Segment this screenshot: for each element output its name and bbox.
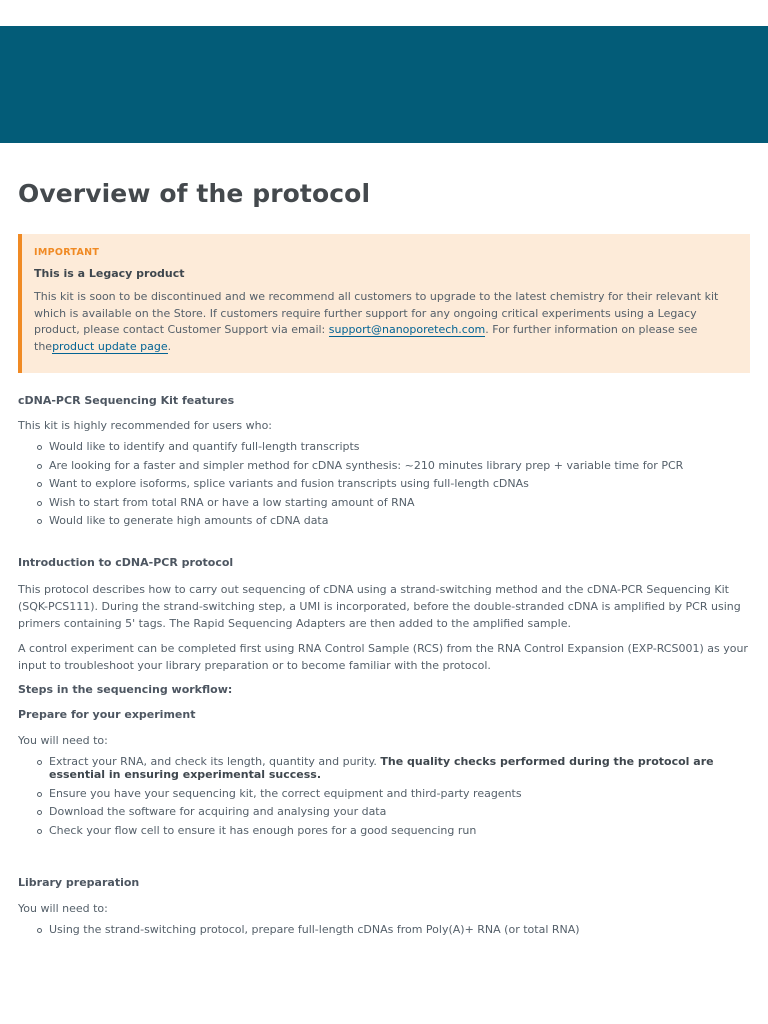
features-intro: This kit is highly recommended for users who: bbox=[18, 419, 273, 432]
list-item: Download the software for acquiring and analysing your data bbox=[18, 805, 750, 819]
prepare-title: Prepare for your experiment bbox=[18, 707, 196, 721]
prepare-item-1-text: Extract your RNA, and check its length, quantity and purity. bbox=[49, 754, 381, 768]
intro-title: Introduction to cDNA-PCR protocol bbox=[18, 555, 234, 569]
list-item: Using the strand-switching protocol, prepare full-length cDNAs from Poly(A)+ RNA (or total RNA) bbox=[18, 923, 750, 937]
intro-para-1: This protocol describes how to carry out sequencing of cDNA using a strand-switching method and the cDNA-PCR Sequencing Kit (SQK-PCS111). During the strand-switching step, a UMI is incorporated, before the double-stranded cDNA is amplified by PCR using primers containing 5' tags. The Rapid Sequencing Adapters are then added to the amplified sample. bbox=[18, 582, 741, 630]
prepare-list bbox=[18, 755, 750, 838]
header-banner bbox=[0, 26, 768, 143]
prepare-need: You will need to: bbox=[18, 733, 108, 747]
features-list bbox=[18, 440, 750, 528]
list-item: Want to explore isoforms, splice variants and fusion transcripts using full-length cDNAs bbox=[18, 477, 750, 491]
library-need: You will need to: bbox=[18, 902, 108, 915]
callout-title: This is a Legacy product bbox=[34, 267, 185, 280]
product-update-link[interactable]: product update page bbox=[52, 339, 168, 353]
support-email-link[interactable]: support@nanoporetech.com bbox=[328, 323, 486, 336]
callout-body bbox=[34, 289, 736, 355]
list-item: Would like to generate high amounts of cDNA data bbox=[18, 514, 750, 528]
important-callout bbox=[18, 234, 750, 373]
callout-text-2: . For further information on please see the bbox=[34, 323, 698, 353]
callout-text: This kit is soon to be discontinued and we recommend all customers to upgrade to the latest chemistry for their relevant kit which is available on the Store. If customers require further support for any ongoing critical experiments using a Legacy product, please contact Customer Support via email: bbox=[34, 290, 719, 336]
list-item: Check your flow cell to ensure it has enough pores for a good sequencing run bbox=[18, 824, 750, 838]
library-title: Library preparation bbox=[18, 876, 140, 889]
list-item: Would like to identify and quantify full-length transcripts bbox=[18, 440, 750, 454]
callout-text-end: . bbox=[167, 339, 172, 353]
list-item bbox=[18, 755, 750, 782]
intro-para-2: A control experiment can be completed first using RNA Control Sample (RCS) from the RNA Control Expansion (EXP-RCS001) as your input to troubleshoot your library preparation or to become familiar with the protocol. bbox=[18, 641, 748, 672]
page-title: Overview of the protocol bbox=[18, 179, 371, 208]
list-item: Are looking for a faster and simpler method for cDNA synthesis: ~210 minutes library prep + variable time for PCR bbox=[18, 459, 750, 473]
library-list bbox=[18, 923, 750, 937]
top-strip bbox=[0, 0, 768, 26]
main-content bbox=[18, 176, 750, 942]
features-title: cDNA-PCR Sequencing Kit features bbox=[18, 394, 235, 407]
callout-tag: IMPORTANT bbox=[34, 247, 100, 258]
list-item: Ensure you have your sequencing kit, the correct equipment and third-party reagents bbox=[18, 787, 750, 801]
list-item: Wish to start from total RNA or have a low starting amount of RNA bbox=[18, 496, 750, 510]
prepare-item-1-emphasis: The quality checks performed during the protocol are essential in ensuring experimental success. bbox=[49, 754, 714, 781]
steps-title: Steps in the sequencing workflow: bbox=[18, 682, 233, 696]
